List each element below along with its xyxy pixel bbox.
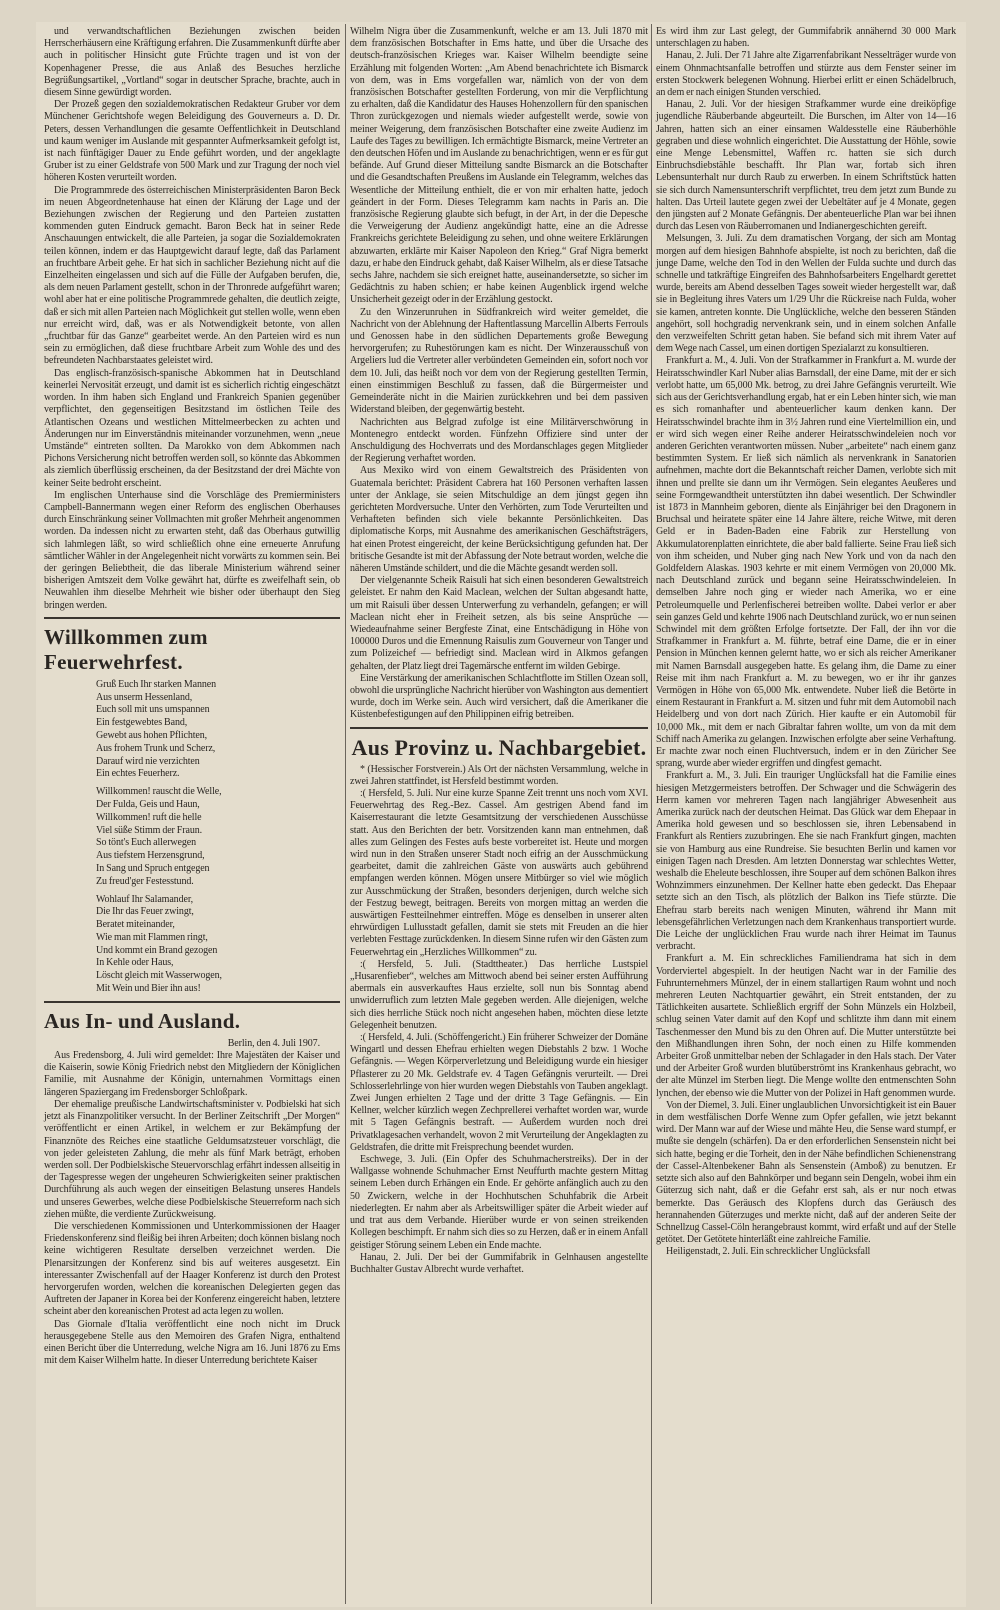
article-paragraph: Die verschiedenen Kommissionen und Unterkommissionen der Haager Friedenskonferenz sind fleißig bei ihren Arbeiten; doch können bislang noch keine wichtigeren Resultate derselben verzeichnet werden. Die Plenarsitzungen der Konferenz sind bis auf weiteres ausgesetzt. Ein interessanter Zwischenfall auf der Haager Konferenz ist durch den Protest hervorgerufen worden, welchen die koreanischen Delegierten gegen das Auftreten der Japaner in Korea bei der Konferenz eingereicht haben, letztere scheint aber den koreanischen Protest ad acta legen zu wollen.: [44, 1220, 340, 1318]
poem-line: In Kehle oder Haus,: [96, 957, 174, 969]
article-paragraph: :( Hersfeld, 5. Juli. (Stadttheater.) Das herrliche Lustspiel „Husarenfieber“, welches am Mittwoch abend bei seiner ersten Aufführung abermals ein ausverkauftes Haus erzielte, soll nun bis Sonntag abend unwiderruflich zum letzten Male gegeben werden. Alle diejenigen, welche sich dies herrliche Stück noch nicht angesehen haben, möchten diese letzte Gelegenheit benutzen.: [350, 958, 648, 1031]
section-rule: [44, 1001, 340, 1003]
article-paragraph: Das englisch-französisch-spanische Abkommen hat in Deutschland keinerlei Nervosität erzeugt, und damit ist es sicherlich richtig eingeschätzt worden. In ihm haben sich England und Frankreich Spanien gegenüber verpflichtet, den gegenseitigen Besitzstand im östlichen Teile des Atlantischen Ozeans und westlichen Mittelmeerbecken zu achten und Änderungen nur im Einverständnis miteinander vorzunehmen, wenn „neue Umstände“ eintreten sollten. Da Marokko von dem Abkommen nach Pichons Versicherung nicht betroffen werden soll, so könnte das Abkommen als ziemlich überflüssig erscheinen, da der Besitzstand der drei Mächte von keiner Seite bedroht erscheint.: [44, 367, 340, 489]
poem-line: Aus frohem Trunk und Scherz,: [96, 742, 216, 754]
article-paragraph: Der Prozeß gegen den sozialdemokratischen Redakteur Gruber vor dem Münchener Gerichtshofe wegen Beleidigung des Gouverneurs a. D. Dr. Peters, dessen Verhandlungen die gesamte Oeffentlichkeit in Deutschland und kaum weniger im Auslande mit gespannter Aufmerksamkeit gefolgt ist, ist nach fünftägiger Dauer zu Ende geführt worden, und der angeklagte Gruber ist zu einer Geldstrafe von 500 Mark und zur Tragung der noch viel höheren Kosten verurteilt worden.: [44, 99, 340, 184]
poem-line: Gewebt aus hohen Pflichten,: [96, 729, 208, 741]
poem-line: Zu freud'ger Festesstund.: [96, 875, 194, 887]
poem-line: Ein echtes Feuerherz.: [96, 768, 180, 780]
article-paragraph: Eine Verstärkung der amerikanischen Schlachtflotte im Stillen Ozean soll, obwohl die ursprüngliche Nachricht hierüber von Washington aus dementiert wurde, doch im Werke sein. Auch wird versichert, daß die Amerikaner die Küstenbefestigungen auf den Philippinen eifrig betreiben.: [350, 672, 648, 721]
poem-line: So tönt's Euch allerwegen: [96, 837, 197, 849]
poem-line: Aus tiefstem Herzensgrund,: [96, 850, 205, 862]
article-paragraph: Die Programmrede des österreichischen Ministerpräsidenten Baron Beck im neuen Abgeordnetenhause hat einen der Klärung der Lage und der Beziehungen zwischen der Regierung und den Parteien zustatten kommenden guten Eindruck gemacht. Baron Beck hat in seiner Rede Anschauungen entwickelt, die alle Parteien, ja sogar die Sozialdemokraten teilen können, indem er das Hauptgewicht darauf legte, daß das Parlament an fruchtbare Arbeit gehe. Er hat sich in sachlicher Beziehung nicht auf die Einzelheiten eingelassen und sich auf die Fülle der Aufgaben berufen, die, als dem neuen Parlament gestellt, schon in der Thronrede aufgeführt waren; wohl aber hat er eine politische Programmrede gehalten, die deutlich zeigte, daß er sich mit allen Parteien nach Möglichkeit gut stellen wolle, wenn eben nur erreicht wird, daß, was er als Notwendigkeit betonte, von allen „fruchtbar für das Ganze“ gearbeitet werde. An den Parteien wird es nun sein zu ermöglichen, daß diese fruchtbare Arbeit zum Wohle des und des befreundeten Nachbarstaates geleistet wird.: [44, 184, 340, 367]
column-divider: [651, 24, 652, 1604]
poem-line: In Sang und Spruch entgegen: [96, 862, 210, 874]
poem-line: Willkommen! ruft die helle: [96, 811, 202, 823]
article-paragraph: Hanau, 2. Juli. Der bei der Gummifabrik in Gelnhausen angestellte Buchhalter Gustav Albrecht wurde verhaftet.: [350, 1251, 648, 1275]
section-heading: Aus In- und Ausland.: [44, 1008, 241, 1033]
article-paragraph: Der ehemalige preußische Landwirtschaftsminister v. Podbielski hat sich jetzt als Finanzpolitiker versucht. In der Berliner Zeitschrift „Der Morgen“ veröffentlicht er einen Artikel, in welchem er zur Bekämpfung der Finanznöte des Reiches eine staatliche Geldumsatzsteuer vorschlägt, die von jeder geleisteten Zahlung, die mehr als fünf Mark beträgt, erhoben werden soll. Der Podbielskische Steuervorschlag erfährt indessen allseitig in der Tagespresse wegen der ungeheuren Schwierigkeiten seiner praktischen Durchführung als auch wegen der einseitigen Belastung unseres Handels und unseres Gewerbes, welche diese Podbielskische Steuerreform nach sich ziehen müßte, die verdiente Zurückweisung.: [44, 1098, 340, 1220]
poem-line: Wohlauf Ihr Salamander,: [96, 893, 194, 905]
article-paragraph: Es wird ihm zur Last gelegt, der Gummifabrik annähernd 30 000 Mark unterschlagen zu haben.: [656, 26, 956, 50]
poem-line: Euch soll mit uns umspannen: [96, 704, 210, 716]
article-paragraph: Eschwege, 3. Juli. (Ein Opfer des Schuhmacherstreiks). Der in der Wallgasse wohnende Schuhmacher Ernst Neuffurth machte gestern Mittag seinem Leben durch Erhängen ein Ende. Er gehörte anfänglich auch zu den 50 Zwickern, welche in der Hochhutschen Schuhfabrik die Arbeit niederlegten. Er nahm aber als Arbeitswilliger später die Arbeit wieder auf und trat aus dem Verbande. Hierüber wurde er von seinen streikenden Kollegen beschimpft. Er nahm sich dies so zu Herzen, daß er in einem Anfall geistiger Störung seinem Leben ein Ende machte.: [350, 1154, 648, 1251]
article-paragraph: Frankfurt a. M., 3. Juli. Ein trauriger Unglücksfall hat die Familie eines hiesigen Metzgermeisters betroffen. Der Schwager und die Schwägerin des Herrn kamen vor mehreren Tagen nach langjähriger Abwesenheit aus Amerika zurück nach der deutschen Heimat. Das Glück war dem Ehepaar in Amerika hold gewesen und so beschlossen sie, ihren Lebensabend in Frankfurt als Rentiers zuzubringen. Ehe sie nach Frankfurt gingen, machten sie von Hamburg aus eine Rundreise. Sie besuchten Berlin und kamen vor einigen Tagen nach Dresden. Am letzten Donnerstag war schlechtes Wetter, weshalb die Eheleute beschlossen, ihre Souper auf dem schönen Balkon ihres Wohnzimmers einzunehmen. Der Kellner hatte eben gedeckt. Das Ehepaar setzte sich an den Tisch, als plötzlich der Balkon ins Tiefe stürzte. Die Ehefrau starb bereits nach wenigen Minuten, während ihr Mann mit lebensgefährlichen Verletzungen nach dem Krankenhaus transportiert wurde. Die Leiche der unglücklichen Frau wurde nach ihrer Heimat im Taunus verbracht.: [656, 770, 956, 953]
article-paragraph: Nachrichten aus Belgrad zufolge ist eine Militärverschwörung in Montenegro entdeckt worden. Fünfzehn Offiziere sind unter der Anschuldigung des Hochverrats und des Mordanschlages gegen Mitglieder der Regierung verhaftet worden.: [350, 416, 648, 465]
section-rule: [44, 617, 340, 619]
poem-stanza: [96, 786, 340, 888]
column-1: [44, 26, 340, 1367]
article-paragraph: und verwandtschaftlichen Beziehungen zwischen beiden Herrscherhäusern eine Kräftigung erfahren. Die Zusammenkunft dürfte aber auch in politischer Hinsicht gute Früchte tragen und ist von der Kopenhagener Presse, die aus Anlaß des Besuches herzliche Begrüßungsartikel, „Vortland“ sogar in deutscher Sprache, brachte, auch in diesem Sinne gewürdigt worden.: [44, 26, 340, 99]
poem-stanza: [96, 679, 340, 781]
poem-line: Die Ihr das Feuer zwingt,: [96, 906, 194, 918]
poem-line: Willkommen! rauscht die Welle,: [96, 786, 222, 798]
article-paragraph: * (Hessischer Forstverein.) Als Ort der nächsten Versammlung, welche in zwei Jahren stattfindet, ist Hersfeld bestimmt worden.: [350, 763, 648, 787]
section-rule: [350, 727, 648, 729]
article-paragraph: Das Giornale d'Italia veröffentlicht eine noch nicht im Druck herausgegebene Stelle aus den Memoiren des Grafen Nigra, enthaltend einen Bericht über die Unterredung, welche Nigra am 16. Juni 1876 zu Ems mit dem Kaiser Wilhelm hatte. In dieser Unterredung berichtete Kaiser: [44, 1318, 340, 1367]
article-paragraph: Aus Mexiko wird von einem Gewaltstreich des Präsidenten von Guatemala berichtet: Präsident Cabrera hat 160 Personen verhaften lassen unter der Anklage, sie seien Mitschuldige an dem jüngst gegen ihn gerichteten Mordversuche. Unter den Verhörten, zum Tode Verurteilten und Verhafteten befinden sich viele bekannte Persönlichkeiten. Das diplomatische Korps, mit Ausnahme des amerikanischen Geschäftsträgers, hat einen Protest eingereicht, der keine Berücksichtigung gefunden hat. Der britische Gesandte ist mit der Abfassung der Note betraut worden, welche die näheren Umstände schildert, und die die Mächte gesandt werden soll.: [350, 465, 648, 574]
article-paragraph: :( Hersfeld, 4. Juli. (Schöffengericht.) Ein früherer Schweizer der Domäne Wingartl und dessen Ehefrau erhielten wegen Diebstahls 2 bzw. 1 Woche Gefängnis. — Wegen Körperverletzung und Beleidigung wurde ein hiesiger Pflasterer zu 20 Mk. Geldstrafe ev. 4 Tagen Gefängnis verurteilt. — Drei Schlosserlehrlinge von hier wurden wegen Diebstahls von Tauben angeklagt. Zwei Jungen erhielten 2 Tage und der dritte 3 Tage Gefängnis. — Ein Kellner, welcher kürzlich wegen Zechprellerei verhaftet worden war, wurde mit 5 Tagen Gefängnis bestraft. — Außerdem wurden noch drei Privatklagesachen verhandelt, wovon 2 mit Verurteilung der Angeklagten zu Geldstrafen, die dritte mit Freisprechung beendet wurden.: [350, 1032, 648, 1153]
column-3: [656, 26, 956, 1259]
article-paragraph: Von der Diemel, 3. Juli. Einer unglaublichen Unvorsichtigkeit ist ein Bauer in dem westfälischen Dorfe Wenne zum Opfer gefallen, wie jetzt bekannt wird. Der Mann war auf der Wiese und mähte Heu, die Sense ward stumpf, er mußte sie dengeln (schärfen). Da er den erforderlichen Sensenstein nicht bei sich hatte, beging er die Torheit, den in der Nähe befindlichen Schienenstrang der Cassel-Altenbekener Bahn als Sensenstein (Amboß) zu benutzen. Er setzte sich also auf den Bahnkörper und begann sein Dengeln, wobei ihm ein Güterzug sich naht, daß er die Gefahr erst sah, als er nur noch etwas bemerkte. Das Geräusch des Klopfens durch das Geräusch des herannahenden Güterzuges und merkte nicht, daß auf der anderen Seite der Schnellzug Cassel-Cöln herangebraust kommt, wird erfaßt und auf der Stelle getötet. Der Getötete hinterläßt eine zahlreiche Familie.: [656, 1099, 956, 1246]
poem-line: Wie man mit Flammen ringt,: [96, 931, 208, 943]
poem-line: Aus unserm Hessenland,: [96, 691, 193, 703]
article-paragraph: Melsungen, 3. Juli. Zu dem dramatischen Vorgang, der sich am Montag morgen auf dem hiesigen Bahnhofe abspielte, ist noch zu berichten, daß die junge Dame, welche den Tod in den Wellen der Fulda suchte und durch das schnelle und tatkräftige Eingreifen des Bahnhofsarbeiters Engelhardt gerettet wurde, bereits am Abend desselben Tages soweit wieder hergestellt war, daß sie in Begleitung ihres Vaters um 1/29 Uhr die Rückreise nach Fulda, woher sie kamen, antreten konnte. Die Unglückliche, welche den besseren Ständen angehört, soll hochgradig nervenkrank sein, und in einem solchen Anfalle den verzweifelten Schritt getan haben. Sie befand sich mit ihrem Vater auf dem Wege nach Cassel, um einen dortigen Spezialarzt zu konsultieren.: [656, 233, 956, 355]
poem-heading: Willkommen zum Feuerwehrfest.: [44, 624, 208, 674]
article-paragraph: Hanau, 2. Juli. Der 71 Jahre alte Zigarrenfabrikant Nesselträger wurde von einem Ohnmachtsanfalle betroffen und stürzte aus dem Fenster seiner im ersten Stockwerk belegenen Wohnung. Hierbei erlitt er einen Schädelbruch, an dem er nach einigen Stunden verschied.: [656, 50, 956, 99]
article-paragraph: Heiligenstadt, 2. Juli. Ein schrecklicher Unglücksfall: [666, 1246, 871, 1258]
poem-line: Ein festgewebtes Band,: [96, 717, 188, 729]
article-paragraph: Wilhelm Nigra über die Zusammenkunft, welche er am 13. Juli 1870 mit dem französischen Botschafter in Ems hatte, und über die Ursache des deutsch-französischen Krieges war. Kaiser Wilhelm beendigte seine Erzählung mit folgenden Worten: „Am Abend benachrichtete ich Bismarck von dem, was in Ems vorgefallen war, nämlich von der von dem französischen Botschafter gestellten Forderung, von mir die Verpflichtung zu erhalten, daß die Kandidatur des Hauses Hohenzollern für den spanischen Thron zurückgezogen und niemals wieder aufgestellt werde, sowie von meiner Weigerung, dem französischen Botschafter eine zweite Audienz im Laufe des Tages zu bewilligen. Ich ermächtigte Bismarck, meine Vertreter an den deutschen Höfen und im Auslande zu benachrichtigen, wenn er es für gut befände. Auf Grund dieser Mitteilung sandte Bismarck an die Botschafter und die Gesandtschaften Preußens im Auslande ein Telegramm, welches das Wesentliche der Mitteilung enthielt, die er von mir erhalten hatte, jedoch geändert in der Form. Dieses Telegramm kam nachts in Paris an. Die französische Regierung glaubte sich befugt, in der Art, in der die Depesche die Verweigerung der Audienz angekündigt hatte, eine an die Adresse Frankreichs gerichtete Beleidigung zu sehen, und ohne weitere Erklärungen abzuwarten, erklärte mir Kaiser Napoleon den Krieg.“ Graf Nigra bemerkt dazu, er habe den Eindruck gehabt, daß Kaiser Wilhelm, als er diese Tatsache sechs Jahre, nachdem sie sich ereignet hatte, auseinandersetzte, so sicher im Gedächtnis zu haben schien; er habe keinen Augenblick irgend welche Unsicherheit gezeigt oder in der Erzählung gestockt.: [350, 26, 648, 306]
poem-line: Darauf wird nie verzichten: [96, 755, 200, 767]
poem-line: Beratet miteinander,: [96, 919, 175, 931]
article-paragraph: Frankfurt a. M., 4. Juli. Von der Strafkammer in Frankfurt a. M. wurde der Heiratsschwindler Karl Nuber alias Barnsdall, der eine Dame, mit der er sich verlobt hatte, um 65,000 Mk. betrog, zu drei Jahre Gefängnis verurteilt. Wie sich aus der Gerichtsverhandlung ergab, hat er ein Leben hinter sich, wie man es sich romanhafter und abenteuerlicher kaum denken kann. Der Heiratsschwindel brachte ihm in 3½ Jahren rund eine Viertelmillion ein, und er wird sich wegen einer Reihe anderer Heiratsschwindeleien noch vor anderen Gerichten verantworten müssen. Nuber „arbeitete“ nach einem ganz bestimmten System. Er ließ sich nämlich als nervenkrank in Sanatorien aufnehmen, machte dort die Bekanntschaft reicher Damen, verlobte sich mit ihnen und prellte sie dann um ihr Vermögen. Sein elegantes Aeußeres und seine Formgewandtheit unterstützten ihn dabei wesentlich. Der Schwindler ist 1873 in Mannheim geboren, diente als Einjähriger bei den Dragonern in Bruchsal und heiratete später eine 14 Jahre ältere, reiche Witwe, mit deren Geld er in Baden-Baden eine Fabrik zur Herstellung von Akkumulatorenplatten einrichtete, die aber bald fallierte. Seine Frau ließ sich von ihm scheiden, und Nuber ging nach New York und von da nach den Goldfeldern Alaskas. 1903 kehrte er mit einem Vermögen von 20,000 Mk. nach Deutschland zurück und begann seine Heiratsschwindeleien. In demselben Jahre noch ging er wieder nach Amerika, wo er eine Petroleumquelle und Perlenfischerei betreiben wollte. Dabei verlor er aber sein ganzes Geld und kehrte 1906 nach Deutschland zurück, wo er nun seinen Schwindel mit dem größten Erfolge fortsetzte. Der Fall, der ihn vor die Strafkammer in Frankfurt a. M. führte, betraf eine Dame, die er in einer Pension in München kennen gelernt hatte, wo er sich als reicher Amerikaner mit Namen Barnsdall ausgegeben hatte. Es gelang ihm, die Dame zu einer Reise mit ihm nach Frankfurt a. M. zu bewegen, wo er ihr ihr ganzes Vermögen in Höhe von 65,000 Mk. entwendete. Nuber ließ die Betörte in einem Restaurant in Frankfurt a. M. sitzen und fuhr mit dem Automobil nach Heidelberg und von dort nach Zürich. Hier kaufte er ein Automobil für 10,000 Mk., mit dem er nach Gibraltar fahren wollte, um von da mit dem Schiff nach Amerika zu gelangen. Inzwischen erfolgte aber seine Verhaftung. Er machte zwar noch einen Fluchtversuch, indem er in den Züricher See sprang, wurde aber wieder ergriffen und dingfest gemacht.: [656, 355, 956, 770]
article-paragraph: Frankfurt a. M. Ein schreckliches Familiendrama hat sich in dem Vorderviertel abgespielt. In der heutigen Nacht war in der Familie des Fuhrunternehmers Münzel, der in einem stallartigen Raum wohnt und noch mehreren Leuten Nachtquartier gewährt, ein Streit entstanden, der zu Tätlichkeiten ausartete. Schließlich ergriff der Sohn Münzels ein Holzbeil, schlug seinen Vater damit auf den Kopf und schlitzte ihm dann mit einem Taschenmesser den Mund bis zu den Ohren auf. Die Mutter unterstützte bei den Mißhandlungen ihren Sohn, der noch einen zu Hilfe kommenden Arbeiter Groß unmittelbar neben der Schlagader in den Hals stach. Der Vater und der Arbeiter Groß wurden blutüberströmt ins Krankenhaus gebracht, wo der alte Münzel im Sterben liegt. Die Menge wollte den entmenschten Sohn lynchen, der ebenso wie die Mutter von der Polizei in Haft genommen wurde.: [656, 953, 956, 1099]
poem-line: Viel süße Stimm der Fraun.: [96, 824, 203, 836]
dateline: Berlin, den 4. Juli 1907.: [227, 1037, 320, 1049]
section-heading: Aus Provinz u. Nachbargebiet.: [351, 734, 647, 760]
column-divider: [345, 24, 346, 1604]
article-paragraph: Der vielgenannte Scheik Raisuli hat sich einen besonderen Gewaltstreich geleistet. Er nahm den Kaid Maclean, welchen der Sultan abgesandt hatte, um mit Raisuli über dessen Unterwerfung zu verhandeln, gefangen; er will Maclean nicht eher in Freiheit setzen, als bis seine Ansprüche — Wiedeaufnahme seiner Bergfeste Zinat, eine Entschädigung in Höhe von 100000 Duros und die Ernennung Raisulis zum Gouverneur von Tanger und zum Polizeichef — befriedigt sind. Maclean wird in Alkmos gefangen gehalten, der Platz liegt drei Tagemärsche entfernt im wilden Gebirge.: [350, 575, 648, 672]
article-paragraph: Zu den Winzerunruhen in Südfrankreich wird weiter gemeldet, die Nachricht von der Ablehnung der Haftentlassung Marcellin Alberts Ferrouls und Genossen habe in den südlichen Departements große Bewegung hervorgerufen; zu Ruhestörungen kam es nicht. Der Winzerausschuß von Argeliers lud die Vertreter aller verbündeten Gemeinden ein, sofort noch vor dem 10. Juli, das heißt noch vor dem von der Regierung gestellten Termin, einen einstimmigen Beschluß zu fassen, daß die Bürgermeister und Gemeinderäte nicht in die Mairien zurückkehren und bei dem passiven Widerstand bleiben, der gegenwärtig besteht.: [350, 306, 648, 416]
poem-line: Mit Wein und Bier ihn aus!: [96, 983, 201, 995]
poem-line: Und kommt ein Brand gezogen: [96, 944, 218, 956]
poem-line: Gruß Euch Ihr starken Mannen: [96, 678, 217, 690]
poem-line: Löscht gleich mit Wasserwogen,: [96, 970, 222, 982]
poem-stanza: [96, 894, 340, 996]
article-paragraph: Hanau, 2. Juli. Vor der hiesigen Strafkammer wurde eine dreiköpfige jugendliche Räuberbande abgeurteilt. Die Burschen, im Alter von 14—16 Jahren, hatten sich an einer einsamen Waldesstelle eine Räuberhöhle gegraben und diese wohnlich eingerichtet. Die Ausstattung der Höhle, sowie eine Menge Lebensmittel, Waffen rc. hatten sie sich durch Einbruchsdiebstähle beschafft. Ihr Plan war, fortab sich ihren Lebensunterhalt nur durch Raub zu erwerben. In einem Schriftstück hatten sie sich durch Namensunterschrift verpflichtet, treu dem jetzt zum Bunde zu halten. Das Urteil lautete gegen zwei der Uebeltäter auf je 4 Monate, gegen den jüngsten auf 2 Monate Gefängnis. Der abenteuerliche Plan war bei ihnen durch das Lesen von Räuberromanen und Indianergeschichten gereift.: [656, 99, 956, 233]
article-paragraph: Im englischen Unterhause sind die Vorschläge des Premierministers Campbell-Bannermann wegen einer Reform des englischen Oberhauses durch Einschränkung seiner Vollmachten mit großer Mehrheit angenommen worden. Da indessen nicht zu erwarten steht, daß das Oberhaus gutwillig sich lahmlegen läßt, so wird schließlich ohne eine erneuerte Anrufung sämtlicher Wähler in der Angelegenheit nicht vorwärts zu kommen sein. Bei der geringen Beliebtheit, die das liberale Ministerium während seiner bisherigen Amtszeit dem Volke gewährt hat, dürfte es zweifelhaft sein, ob Neuwahlen ihm dieselbe Mehrheit wie bisher oder überhaupt den Sieg bringen werden.: [44, 489, 340, 611]
poem-line: Der Fulda, Geis und Haun,: [96, 798, 200, 810]
poem: [44, 679, 340, 996]
column-2: [350, 26, 648, 1276]
article-paragraph: :( Hersfeld, 5. Juli. Nur eine kurze Spanne Zeit trennt uns noch vom XVI. Feuerwehrtag des Reg.-Bez. Cassel. Am gestrigen Abend fand im Kaiserrestaurant die letzte Gesamtsitzung der verschiedenen Ausschüsse statt. Aus den Berichten der betr. Vorsitzenden kann man entnehmen, daß alles zum Gelingen des Festes aufs beste vorbereitet ist. Heute und morgen wird nun in den Straßen unserer Stadt noch eifrig an der Ausschmückung gearbeitet, damit die zahlreichen Gäste von auswärts auch gebührend empfangen werden können. Mögen unsere Mitbürger so viel wie möglich zur Ausschmückung der Straßen, besonders derjenigen, durch welche sich der Festzug bewegt, beitragen. Bereits von morgen mittag an werden die auswärtigen Festteilnehmer eintreffen. Möge es denselben in unserer alten ehrwürdigen Lullusstadt gefallen, damit sie stets mit Freuden an die hier verlebten Festtage zurückdenken. In diesem Sinne rufen wir den Gästen zum Feuerwehrtag ein „Herzliches Willkommen“ zu.: [350, 787, 648, 958]
article-paragraph: Aus Fredensborg, 4. Juli wird gemeldet: Ihre Majestäten der Kaiser und die Kaiserin, sowie König Friedrich nebst den Mitgliedern der Königlichen Familie, mit Ausnahme der Königin, unternahmen Vormittags einen längeren Spaziergang im Fredensborger Schloßpark.: [44, 1050, 340, 1098]
